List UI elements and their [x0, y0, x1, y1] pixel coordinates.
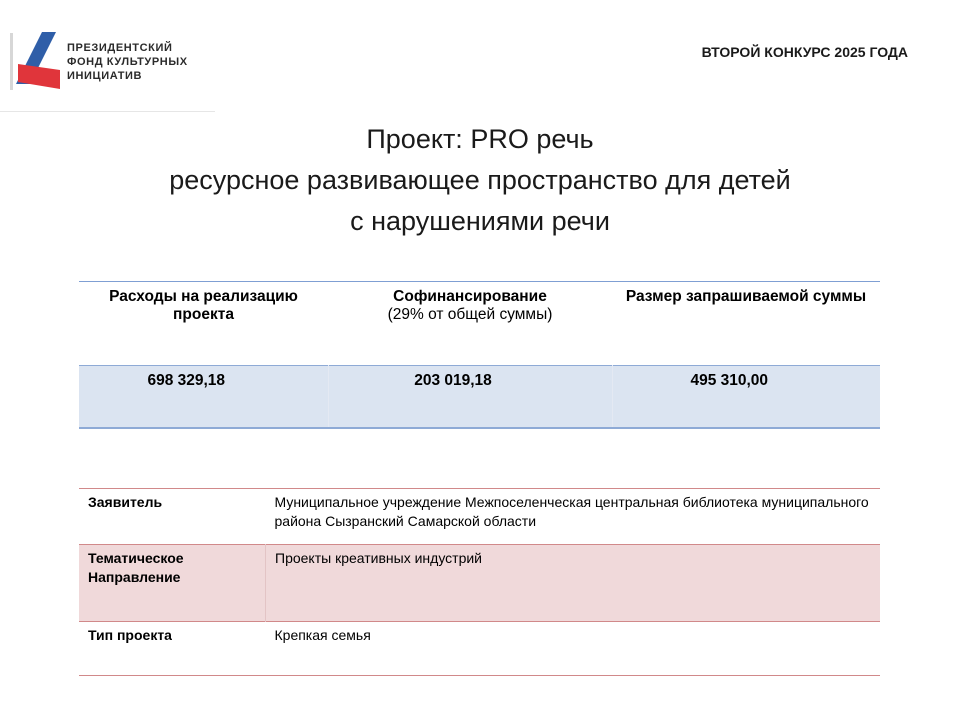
logo-divider	[0, 111, 215, 112]
logo-line-1: ПРЕЗИДЕНТСКИЙ	[67, 42, 173, 54]
title-line-3: с нарушениями речи	[350, 206, 610, 236]
fund-logo-icon	[8, 30, 60, 92]
title-line-1: Проект: PRO речь	[366, 124, 594, 154]
info-value-type: Крепкая семья	[274, 627, 371, 643]
finance-header-expenses	[79, 282, 328, 366]
info-label-direction: Тематическое Направление	[88, 550, 184, 585]
finance-header-expenses-label: Расходы на реализацию проекта	[109, 288, 298, 323]
finance-value-requested: 495 310,00	[612, 366, 880, 428]
info-value-applicant: Муниципальное учреждение Межпоселенческая центральная библиотека муниципального района Сызранский Самарской области	[274, 494, 869, 529]
info-row-type	[79, 622, 880, 676]
info-label-applicant: Заявитель	[88, 494, 163, 510]
finance-header-cofinancing-label: Софинансирование	[393, 288, 547, 305]
contest-label: ВТОРОЙ КОНКУРС 2025 ГОДА	[701, 44, 908, 60]
finance-value-expenses: 698 329,18	[147, 372, 226, 389]
finance-values-row	[79, 366, 880, 428]
finance-table	[79, 281, 880, 429]
logo-line-3: ИНИЦИАТИВ	[67, 70, 143, 82]
logo	[8, 30, 218, 96]
info-row-direction	[79, 545, 880, 622]
project-info-table	[79, 488, 880, 676]
logo-text	[67, 41, 188, 83]
logo-line-2: ФОНД КУЛЬТУРНЫХ	[67, 56, 188, 68]
finance-header-cofinancing-note: (29% от общей суммы)	[387, 306, 553, 323]
title-line-2: ресурсное развивающее пространство для детей	[169, 165, 791, 195]
info-value-direction: Проекты креативных индустрий	[266, 545, 881, 622]
finance-header-requested	[612, 282, 880, 366]
project-title	[60, 119, 900, 242]
info-row-applicant	[79, 489, 880, 545]
finance-value-cofinancing: 203 019,18	[328, 366, 612, 428]
finance-header-requested-label: Размер запрашиваемой суммы	[625, 288, 867, 305]
info-label-type: Тип проекта	[88, 627, 172, 643]
finance-header-row	[79, 282, 880, 366]
finance-header-cofinancing	[328, 282, 612, 366]
